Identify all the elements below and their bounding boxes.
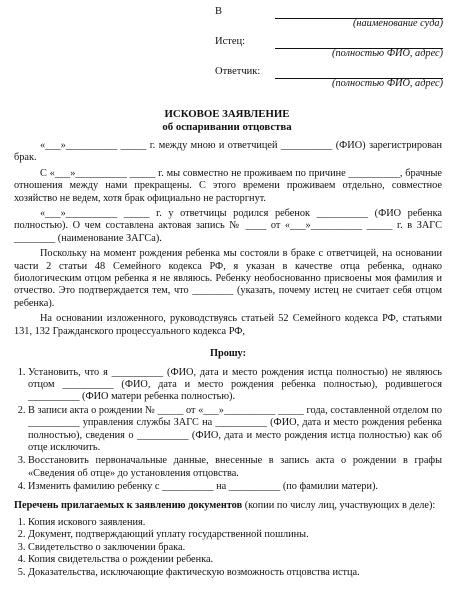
documents-list [14, 517, 442, 579]
plaintiff-note: (полностью ФИО, адрес) [332, 48, 443, 59]
document-item: 4. Копия свидетельства о рождении ребенка. [28, 554, 442, 566]
defendant-row [215, 66, 445, 78]
document-subtitle: об оспаривании отцовства [162, 121, 292, 133]
document-item: 1. Копия искового заявления. [28, 517, 442, 529]
court-note: (наименование суда) [352, 18, 443, 29]
documents-heading [14, 500, 442, 512]
document-item: 2. Документ, подтверждающий уплату государственной пошлины. [28, 529, 442, 541]
document-item: 5. Доказательства, исключающие фактическую возможность отцовства истца. [28, 567, 442, 579]
request-item: 2. В записи акта о рождении № _____ от «___»__________ _____ года, составленной отделом по __________ управления службы ЗАГС на __________ (ФИО, дата и место рождения ребенка полностью), сведения о __________ (ФИО, дата и место рождения истца полностью) как об отце исключить. [28, 405, 442, 455]
request-list [14, 367, 442, 494]
document-body [14, 140, 442, 579]
document-title: ИСКОВОЕ ЗАЯВЛЕНИЕ [164, 108, 290, 120]
documents-heading-bold: Перечень прилагаемых к заявлению документов [14, 499, 243, 511]
plaintiff-label: Истец: [215, 36, 246, 47]
paragraph-child-birth: «___»__________ _____ г. у ответчицы родился ребенок __________ (ФИО ребенка полностью). О чем составлена актовая запись № ____ от «___»__________ _____ г. в ЗАГС ________ (наименование ЗАГСа). [14, 208, 442, 244]
court-label: В [215, 6, 223, 17]
request-item: 3. Восстановить первоначальные данные, внесенные в запись акта о рождении в графы «Сведения об отце» до установления отцовства. [28, 455, 442, 480]
paragraph-separation: С «___»__________ _____ г. мы совместно не проживаем по причине __________, брачные отношения между нами прекращены. С этого времени проживаем отдельно, совместное хозяйство не ведем, хотя брак официально не расторгнут. [14, 167, 442, 204]
paragraph-legal-basis: На основании изложенного, руководствуясь статьей 52 Семейного кодекса РФ, статьями 131, 132 Гражданского процессуального кодекса РФ, [14, 313, 442, 337]
plaintiff-row [215, 36, 445, 48]
paragraph-marriage: «___»__________ _____ г. между мною и ответчицей __________ (ФИО) зарегистрирован брак. [14, 140, 442, 164]
defendant-label: Ответчик: [215, 66, 261, 77]
paragraph-grounds: Поскольку на момент рождения ребенка мы состояли в браке с ответчицей, на основании части 2 статьи 48 Семейного кодекса РФ, я указан в качестве отца ребенка, однако биологическим отцом ребенка я не являюсь. Ребенку необоснованно присвоены моя фамилия и отчество. Это подтверждается тем, что ________ (указать, почему истец не считает себя отцом ребенка). [14, 248, 442, 309]
request-item: 4. Изменить фамилию ребенку с __________ на __________ (по фамилии матери). [28, 481, 442, 493]
defendant-note: (полностью ФИО, адрес) [332, 78, 443, 89]
request-item: 1. Установить, что я __________ (ФИО, дата и место рождения истца полностью) не являюсь отцом __________ (ФИО, дата и место рождения ребенка полностью), родившегося __________ (ФИО матери ребенка полностью). [28, 367, 442, 404]
document-item: 3. Свидетельство о заключении брака. [28, 542, 442, 554]
court-row [215, 6, 445, 18]
request-heading: Прошу: [209, 348, 247, 360]
documents-heading-rest: (копии по числу лиц, участвующих в деле): [242, 499, 436, 511]
header-block [215, 6, 445, 90]
